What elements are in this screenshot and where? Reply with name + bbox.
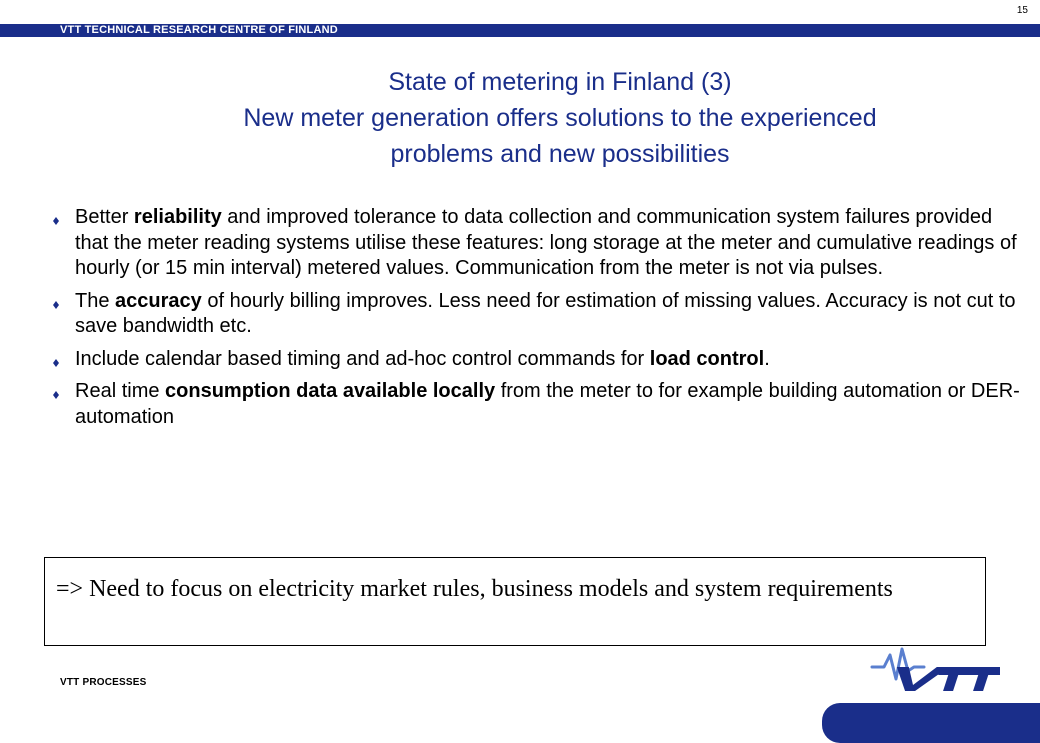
bullet-text: from the meter to for example building automation or DER-automation xyxy=(75,380,1020,428)
diamond-bullet-icon xyxy=(53,301,59,309)
organization-name: VTT TECHNICAL RESEARCH CENTRE OF FINLAND xyxy=(60,24,338,36)
page-number: 15 xyxy=(1016,5,1028,16)
bullet-bold-term: load control xyxy=(649,347,765,370)
bullet-item-load-control xyxy=(50,347,1025,373)
bullet-text: . xyxy=(764,347,770,370)
footer-label: VTT PROCESSES xyxy=(60,677,147,688)
title-line-3: problems and new possibilities xyxy=(390,140,730,168)
vtt-logo xyxy=(870,645,1000,693)
bullet-text: and improved tolerance to data collection and communication system failures provided that the meter reading systems utilise these features: long storage at the meter and cumulative readings of hourly (or 15 min interval) metered values. Communication from the meter is not via pulses. xyxy=(75,206,1017,279)
bullet-bold-term: reliability xyxy=(133,206,222,228)
title-line-2: New meter generation offers solutions to the experienced xyxy=(243,104,877,132)
diamond-bullet-icon xyxy=(53,359,59,367)
waveform-icon xyxy=(872,649,924,679)
conclusion-text: => Need to focus on electricity market rules, business models and system requirements xyxy=(56,576,893,602)
bullet-item-accuracy xyxy=(50,289,1025,340)
bullet-bold-term: consumption data available locally xyxy=(165,380,496,402)
bullet-text: Real time xyxy=(75,380,166,402)
bullet-text: Better xyxy=(75,206,134,228)
bullet-bold-term: accuracy xyxy=(115,289,202,312)
bullet-text: of hourly billing improves. Less need for estimation of missing values. Accuracy is not cut to save bandwidth etc. xyxy=(75,289,1016,337)
title-line-1: State of metering in Finland (3) xyxy=(388,68,732,96)
conclusion-box xyxy=(44,557,986,646)
diamond-bullet-icon xyxy=(53,391,59,399)
slide-title xyxy=(100,64,1020,172)
bullet-item-reliability xyxy=(50,205,1025,282)
diamond-bullet-icon xyxy=(53,217,59,225)
bullet-text: Include calendar based timing and ad-hoc control commands for xyxy=(75,347,650,370)
bullet-text: The xyxy=(75,289,116,312)
bullet-list xyxy=(50,205,1025,437)
bullet-item-consumption-data xyxy=(50,379,1025,430)
footer-corner-tab xyxy=(822,703,1040,743)
